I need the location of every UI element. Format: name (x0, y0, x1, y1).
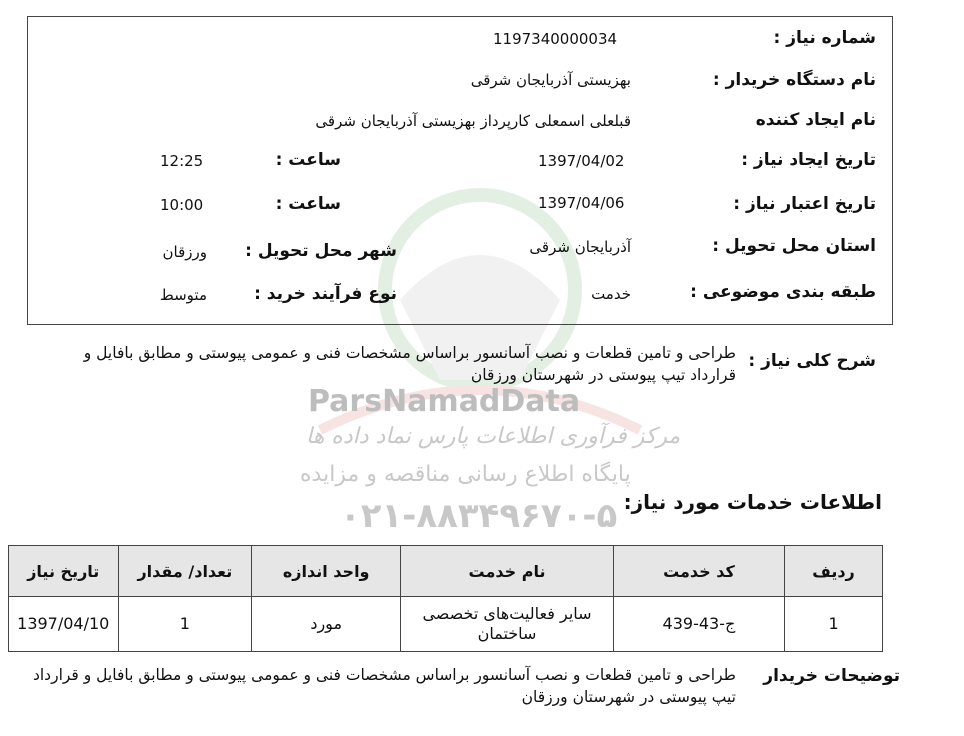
process-value: متوسط (159, 286, 207, 304)
need-number-value: 1197340000034 (493, 30, 618, 48)
cell-code: ج-43-439 (613, 597, 784, 652)
buyer-org-label: نام دستگاه خریدار : (712, 70, 876, 90)
cell-row: 1 (785, 597, 883, 652)
valid-time-value: 10:00 (160, 196, 204, 214)
services-title: اطلاعات خدمات مورد نیاز: (623, 490, 882, 514)
watermark-brand: ParsNamadData (308, 384, 581, 419)
province-label: استان محل تحویل : (712, 236, 876, 256)
create-time-value: 12:25 (160, 152, 204, 170)
create-date-label: تاریخ ایجاد نیاز : (741, 150, 876, 170)
summary-text: طراحی و تامین قطعات و نصب آسانسور براساس مشخصات فنی و عمومی پیوستی و مطابق بافایل و قرارداد تیپ پیوستی در شهرستان ورزقان (83, 344, 736, 384)
buyer-notes-text: طراحی و تامین قطعات و نصب آسانسور براساس مشخصات فنی و عمومی پیوستی و مطابق بافایل و قرارداد تیپ پیوستی در شهرستان ورزقان (32, 666, 736, 706)
need-number-label: شماره نیاز : (773, 28, 876, 48)
valid-date-value: 1397/04/06 (538, 194, 625, 212)
buyer-org-value: بهزیستی آذربایجان شرقی (470, 71, 631, 89)
col-code: کد خدمت (613, 546, 784, 597)
col-name: نام خدمت (401, 546, 614, 597)
watermark-line2: پایگاه اطلاع رسانی مناقصه و مزایده (300, 462, 631, 487)
watermark-phone: ۰۲۱-۸۸۳۴۹۶۷۰-۵ (340, 496, 618, 536)
services-table (8, 545, 883, 652)
process-label: نوع فرآیند خرید : (254, 284, 397, 304)
cell-qty: 1 (118, 597, 252, 652)
valid-date-label: تاریخ اعتبار نیاز : (733, 194, 876, 214)
col-date: تاریخ نیاز (9, 546, 119, 597)
creator-label: نام ایجاد کننده (755, 110, 876, 130)
create-date-value: 1397/04/02 (538, 152, 625, 170)
creator-value: قبلعلی اسمعلی کارپرداز بهزیستی آذربایجان شرقی (315, 112, 631, 130)
table-row (9, 597, 883, 652)
col-row: ردیف (785, 546, 883, 597)
create-time-label: ساعت : (275, 150, 341, 170)
city-label: شهر محل تحویل : (245, 241, 397, 261)
buyer-notes-label: توضیحات خریدار (763, 666, 900, 686)
cell-date: 1397/04/10 (9, 597, 119, 652)
province-value: آذربایجان شرقی (529, 238, 631, 256)
city-value: ورزقان (162, 243, 207, 261)
watermark-line1: مرکز فرآوری اطلاعات پارس نماد داده ها (306, 424, 681, 449)
category-label: طبقه بندی موضوعی : (690, 282, 876, 302)
col-qty: تعداد/ مقدار (118, 546, 252, 597)
summary-label: شرح کلی نیاز : (748, 351, 876, 371)
cell-unit: مورد (252, 597, 401, 652)
cell-name: سایر فعالیت‌های تخصصی ساختمان (401, 597, 614, 652)
category-value: خدمت (591, 285, 631, 303)
col-unit: واحد اندازه (252, 546, 401, 597)
header-box (27, 16, 893, 325)
valid-time-label: ساعت : (275, 194, 341, 214)
